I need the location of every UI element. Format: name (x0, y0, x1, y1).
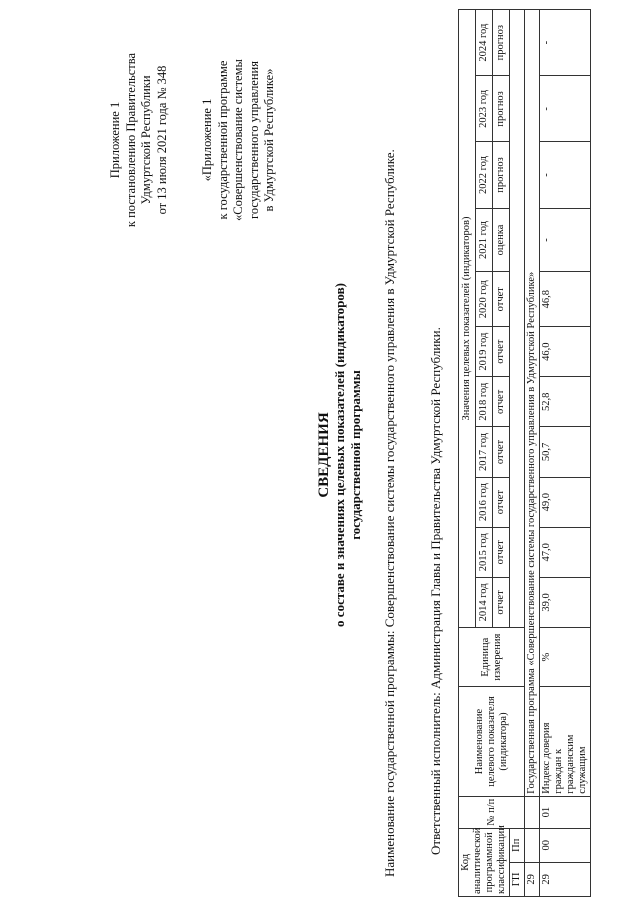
header-year: 2014 год (476, 577, 493, 627)
header-status: отчет (493, 272, 510, 327)
table-row-program (525, 10, 540, 897)
cell-pp-empty (525, 828, 540, 862)
header-status: отчет (493, 377, 510, 427)
header-status: оценка (493, 208, 510, 272)
title-main: СВЕДЕНИЯ (316, 412, 332, 498)
appendix-prog-line-3: «Совершенствование системы (231, 59, 245, 221)
appendix-prog-line-2: к государственной программе (215, 60, 230, 220)
appendix-gov-line-1: Приложение 1 (108, 101, 122, 179)
cell-num: 01 (540, 796, 591, 828)
title-line-3: государственной программы (348, 370, 363, 540)
header-year: 2015 год (476, 527, 493, 577)
document-title (316, 155, 364, 755)
cell-pp: 00 (540, 828, 591, 862)
header-gp: ГП (510, 862, 525, 896)
header-year: 2018 год (476, 377, 493, 427)
appendix-gov-line-3: Удмуртской Республики (139, 75, 153, 205)
cell-value: 46,0 (540, 327, 591, 377)
appendix-government-decree (108, 25, 170, 255)
responsible-executor-text: Ответственный исполнитель: Администрация Главы и Правительства Удмуртской Республики. (428, 327, 443, 855)
cell-value: 46,8 (540, 272, 591, 327)
appendix-prog-line-5: в Удмуртской Республике» (262, 68, 276, 212)
header-year: 2021 год (476, 208, 493, 272)
indicators-table (458, 9, 591, 897)
cell-value: 47,0 (540, 527, 591, 577)
header-status: отчет (493, 577, 510, 627)
appendix-gov-line-2: к постановлению Правительства (123, 52, 138, 228)
cell-num-empty (525, 796, 540, 828)
cell-value: - (540, 76, 591, 142)
header-num: № п/п (459, 796, 525, 828)
header-year: 2017 год (476, 427, 493, 477)
cell-program-name: Государственная программа «Совершенствование системы государственного управления в Удмуртской Республике» (525, 10, 540, 797)
header-status: отчет (493, 477, 510, 527)
header-code: Код аналитической программной классификации (459, 828, 510, 896)
header-status: прогноз (493, 76, 510, 142)
cell-unit: % (540, 628, 591, 687)
cell-value: 50,7 (540, 427, 591, 477)
header-status: отчет (493, 327, 510, 377)
appendix-prog-line-1: «Приложение 1 (200, 98, 214, 182)
header-status: отчет (493, 527, 510, 577)
cell-gp: 29 (540, 862, 591, 896)
cell-value: 39,0 (540, 577, 591, 627)
table-header-row-1 (459, 10, 476, 897)
header-status: прогноз (493, 10, 510, 76)
header-year: 2022 год (476, 142, 493, 208)
appendix-gov-line-4: от 13 июля 2021 года № 348 (154, 65, 169, 215)
header-pp: Пп (510, 828, 525, 862)
cell-value: - (540, 142, 591, 208)
header-indicator-name: Наименование целевого показателя (индикатора) (459, 687, 525, 796)
cell-indicator-name: Индекс доверия граждан к гражданским служащим (540, 687, 591, 796)
header-unit: Единица измерения (459, 628, 525, 687)
header-status: отчет (493, 427, 510, 477)
cell-value: - (540, 10, 591, 76)
cell-value: - (540, 208, 591, 272)
appendix-state-program (200, 35, 278, 245)
program-name-text: Наименование государственной программы: Совершенствование системы государственного управления в Удмуртской Республике. (382, 149, 397, 877)
header-empty (510, 10, 525, 628)
header-status: прогноз (493, 142, 510, 208)
header-year: 2024 год (476, 10, 493, 76)
header-year: 2019 год (476, 327, 493, 377)
cell-value: 52,8 (540, 377, 591, 427)
title-line-2: о составе и значениях целевых показателей (индикаторов) (332, 283, 347, 627)
cell-value: 49,0 (540, 477, 591, 527)
appendix-prog-line-4: государственного управления (246, 61, 261, 219)
header-year: 2023 год (476, 76, 493, 142)
cell-gp: 29 (525, 862, 540, 896)
header-year: 2016 год (476, 477, 493, 527)
header-year: 2020 год (476, 272, 493, 327)
header-values: Значения целевых показателей (индикаторов) (459, 10, 476, 628)
table-row (540, 10, 591, 897)
